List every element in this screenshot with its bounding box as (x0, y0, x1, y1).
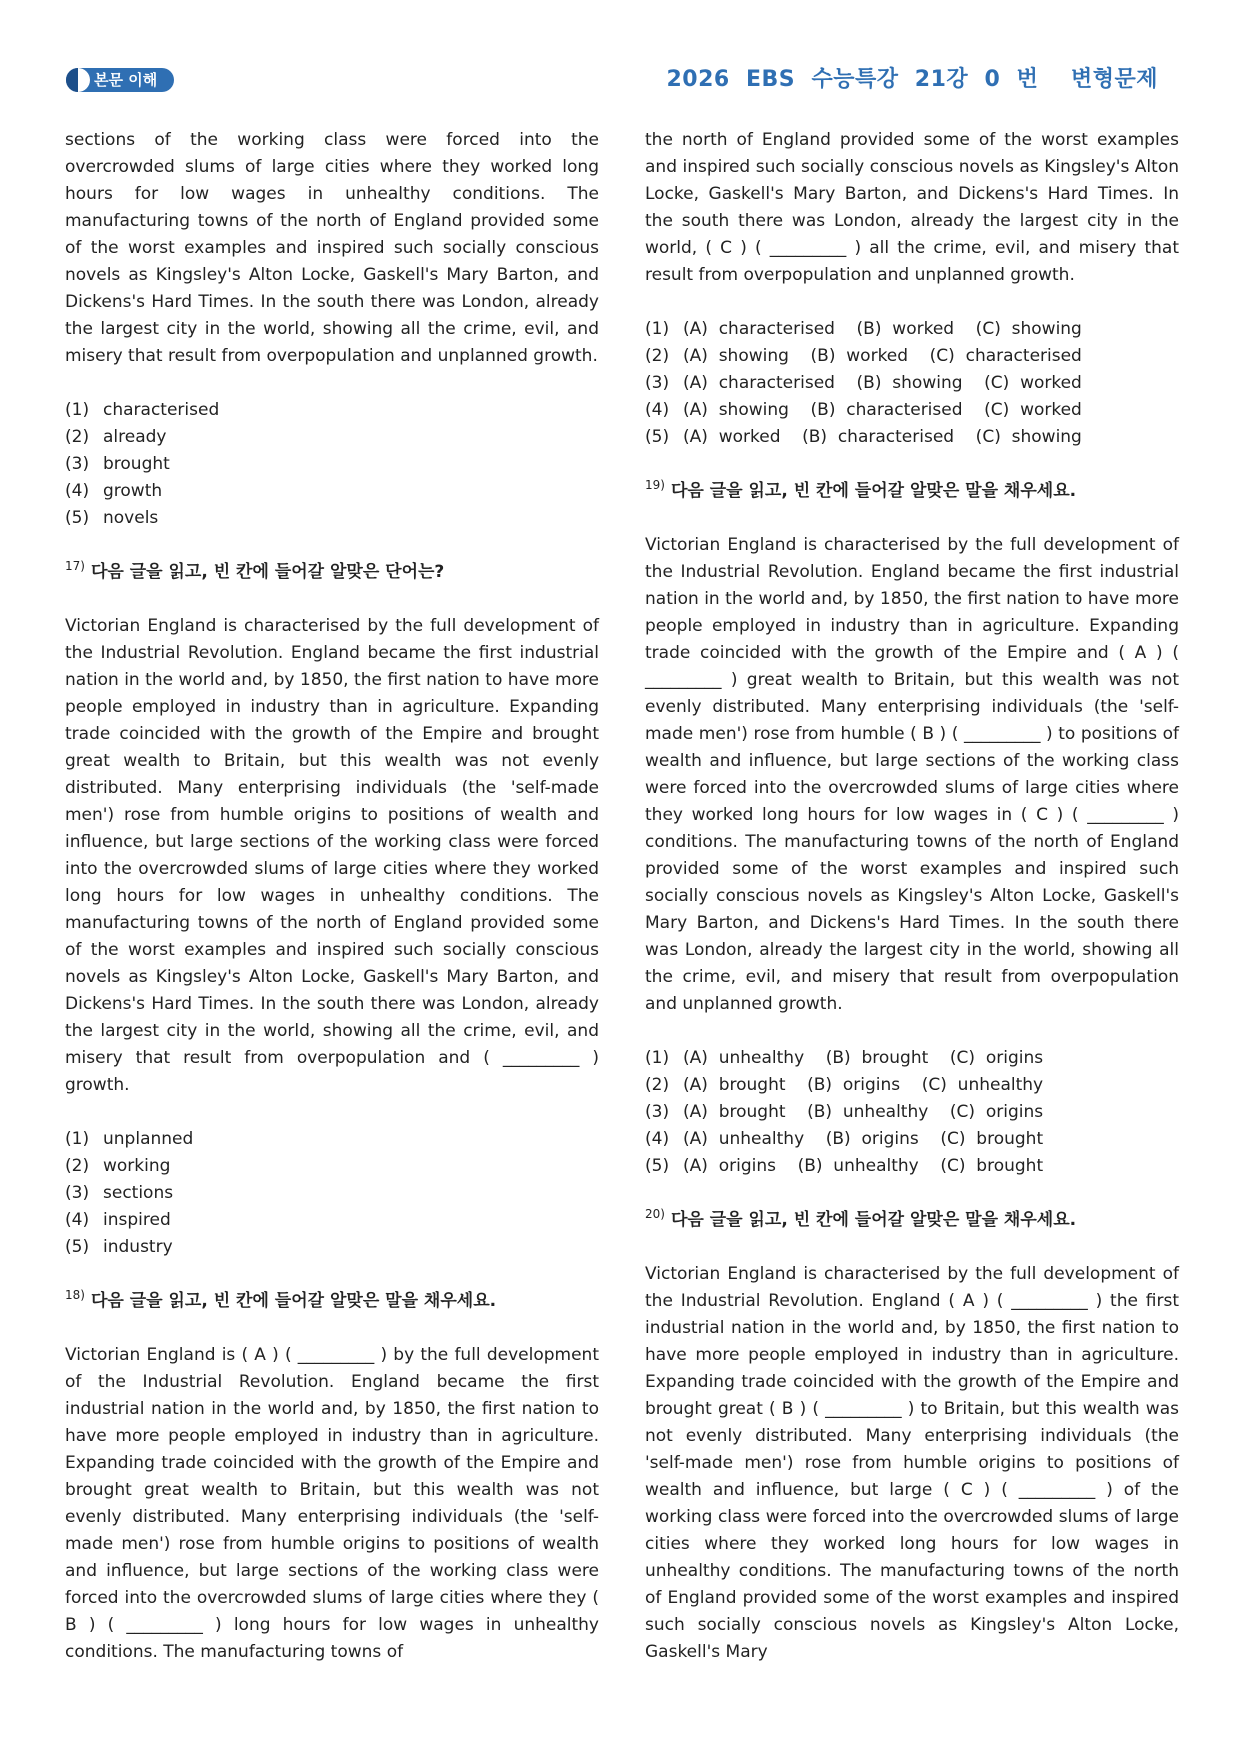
question-number: 19) (645, 478, 665, 493)
option-number: (4) (65, 1210, 90, 1230)
option-text: (A) brought (B) unhealthy (C) origins (683, 1102, 1044, 1122)
option-text: growth (103, 481, 163, 501)
option-item (65, 424, 599, 451)
option-text: (A) characterised (B) showing (C) worked (683, 373, 1082, 393)
question-19-header (645, 478, 1179, 505)
document-title: 2026 EBS 수능특강 21강 0 번 변형문제 (666, 67, 1158, 92)
question-18-passage-continued: the north of England provided some of the worst examples and inspired such socially conscious novels as Kingsley's Alton Locke, Gaskell's Mary Barton, and Dickens's Hard Times. In the south there was London, already the largest city in the world, ( C ) ( _________ ) all the crime, evil, and misery that result from overpopulation and unplanned growth. (645, 130, 1179, 285)
option-text: unplanned (103, 1129, 194, 1149)
option-text: (A) showing (B) worked (C) characterised (683, 346, 1082, 366)
option-item (65, 397, 599, 424)
question-17-header (65, 559, 599, 586)
option-text: (A) unhealthy (B) origins (C) brought (683, 1129, 1044, 1149)
question-18-header (65, 1288, 599, 1315)
option-item (65, 1180, 599, 1207)
option-item (65, 1126, 599, 1153)
question-instruction: 다음 글을 읽고, 빈 칸에 들어갈 알맞은 말을 채우세요. (90, 1291, 497, 1311)
option-item (65, 1234, 599, 1261)
option-text: industry (103, 1237, 173, 1257)
option-item (65, 1153, 599, 1180)
option-item (645, 1072, 1179, 1099)
option-item (645, 343, 1179, 370)
option-number: (3) (645, 373, 670, 393)
question-instruction: 다음 글을 읽고, 빈 칸에 들어갈 알맞은 말을 채우세요. (670, 481, 1077, 501)
option-text: (A) unhealthy (B) brought (C) origins (683, 1048, 1044, 1068)
continued-passage: sections of the working class were forced into the overcrowded slums of large cities where they worked long hours for low wages in unhealthy conditions. The manufacturing towns of the north of England provided some of the worst examples and inspired such socially conscious novels as Kingsley's Alton Locke, Gaskell's Mary Barton, and Dickens's Hard Times. In the south there was London, already the largest city in the world, showing all the crime, evil, and misery that result from overpopulation and unplanned growth. (65, 130, 599, 366)
option-text: (A) brought (B) origins (C) unhealthy (683, 1075, 1044, 1095)
option-number: (2) (65, 1156, 90, 1176)
option-number: (4) (65, 481, 90, 501)
option-number: (5) (645, 427, 670, 447)
question-instruction: 다음 글을 읽고, 빈 칸에 들어갈 알맞은 단어는? (90, 562, 445, 582)
question-18-options (645, 316, 1179, 451)
option-number: (1) (65, 400, 90, 420)
option-item (645, 1153, 1179, 1180)
option-item (645, 397, 1179, 424)
option-text: (A) worked (B) characterised (C) showing (683, 427, 1082, 447)
option-number: (1) (645, 1048, 670, 1068)
option-item (645, 424, 1179, 451)
question-number: 17) (65, 559, 85, 574)
option-number: (5) (65, 508, 90, 528)
left-column (65, 127, 599, 1666)
option-number: (2) (645, 346, 670, 366)
option-item (65, 1207, 599, 1234)
option-item (645, 316, 1179, 343)
option-text: brought (103, 454, 170, 474)
question-19-options (645, 1045, 1179, 1180)
question-instruction: 다음 글을 읽고, 빈 칸에 들어갈 알맞은 말을 채우세요. (670, 1210, 1077, 1230)
option-number: (5) (645, 1156, 670, 1176)
right-column (645, 127, 1179, 1666)
option-text: (A) origins (B) unhealthy (C) brought (683, 1156, 1044, 1176)
question-18-passage: Victorian England is ( A ) ( _________ ) by the full development of the Industrial Revolution. England became the first industrial nation in the world and, by 1850, the first nation to have more people employed in industry than in agriculture. Expanding trade coincided with the growth of the Empire and brought great wealth to Britain, but this wealth was not evenly distributed. Many enterprising individuals (the 'self-made men') rose from humble origins to positions of wealth and influence, but large sections of the working class were forced into the overcrowded slums of large cities where they ( B ) ( _________ ) long hours for low wages in unhealthy conditions. The manufacturing towns of (65, 1345, 599, 1662)
page-header (66, 62, 1174, 98)
option-item (645, 1045, 1179, 1072)
option-text: already (103, 427, 167, 447)
option-text: (A) characterised (B) worked (C) showing (683, 319, 1082, 339)
section-badge-label: 본문 이해 (94, 71, 158, 89)
question-17-options (65, 1126, 599, 1261)
option-number: (3) (65, 1183, 90, 1203)
option-item (65, 505, 599, 532)
option-number: (3) (65, 454, 90, 474)
question-19-passage: Victorian England is characterised by the full development of the Industrial Revolution. England became the first industrial nation in the world and, by 1850, the first nation to have more people employed in industry than in agriculture. Expanding trade coincided with the growth of the Empire and ( A ) ( _________ ) great wealth to Britain, but this wealth was not evenly distributed. Many enterprising individuals (the 'self-made men') rose from humble ( B ) ( _________ ) to positions of wealth and influence, but large sections of the working class were forced into the overcrowded slums of large cities where they worked long hours for low wages in ( C ) ( _________ ) conditions. The manufacturing towns of the north of England provided some of the worst examples and inspired such socially conscious novels as Kingsley's Alton Locke, Gaskell's Mary Barton, and Dickens's Hard Times. In the south there was London, already the largest city in the world, showing all the crime, evil, and misery that result from overpopulation and unplanned growth. (645, 535, 1179, 1014)
option-number: (4) (645, 400, 670, 420)
option-number: (4) (645, 1129, 670, 1149)
half-circle-icon (66, 68, 90, 92)
section-badge (66, 68, 174, 92)
option-text: characterised (103, 400, 220, 420)
option-text: working (103, 1156, 171, 1176)
option-number: (1) (645, 319, 670, 339)
option-text: inspired (103, 1210, 171, 1230)
option-number: (2) (645, 1075, 670, 1095)
question-20-passage: Victorian England is characterised by the full development of the Industrial Revolution. England ( A ) ( _________ ) the first industrial nation in the world and, by 1850, the first nation to have more people employed in industry than in agriculture. Expanding trade coincided with the growth of the Empire and brought great ( B ) ( _________ ) to Britain, but this wealth was not evenly distributed. Many enterprising individuals (the 'self-made men') rose from humble origins to positions of wealth and influence, but large ( C ) ( _________ ) of the working class were forced into the overcrowded slums of large cities where they worked long hours for low wages in unhealthy conditions. The manufacturing towns of the north of England provided some of the worst examples and inspired such socially conscious novels as Kingsley's Alton Locke, Gaskell's Mary (645, 1264, 1179, 1662)
option-number: (2) (65, 427, 90, 447)
option-item (645, 1099, 1179, 1126)
question-number: 20) (645, 1207, 665, 1222)
option-text: sections (103, 1183, 174, 1203)
option-item (645, 370, 1179, 397)
option-item (645, 1126, 1179, 1153)
option-item (65, 451, 599, 478)
option-number: (1) (65, 1129, 90, 1149)
question-20-header (645, 1207, 1179, 1234)
option-number: (3) (645, 1102, 670, 1122)
question-17-passage: Victorian England is characterised by the full development of the Industrial Revolution. England became the first industrial nation in the world and, by 1850, the first nation to have more people employed in industry than in agriculture. Expanding trade coincided with the growth of the Empire and brought great wealth to Britain, but this wealth was not evenly distributed. Many enterprising individuals (the 'self-made men') rose from humble origins to positions of wealth and influence, but large sections of the working class were forced into the overcrowded slums of large cities where they worked long hours for low wages in unhealthy conditions. The manufacturing towns of the north of England provided some of the worst examples and inspired such socially conscious novels as Kingsley's Alton Locke, Gaskell's Mary Barton, and Dickens's Hard Times. In the south there was London, already the largest city in the world, showing all the crime, evil, and misery that result from overpopulation and ( _________ ) growth. (65, 616, 599, 1095)
continued-options (65, 397, 599, 532)
option-text: novels (103, 508, 159, 528)
option-text: (A) showing (B) characterised (C) worked (683, 400, 1082, 420)
question-number: 18) (65, 1288, 85, 1303)
option-item (65, 478, 599, 505)
option-number: (5) (65, 1237, 90, 1257)
